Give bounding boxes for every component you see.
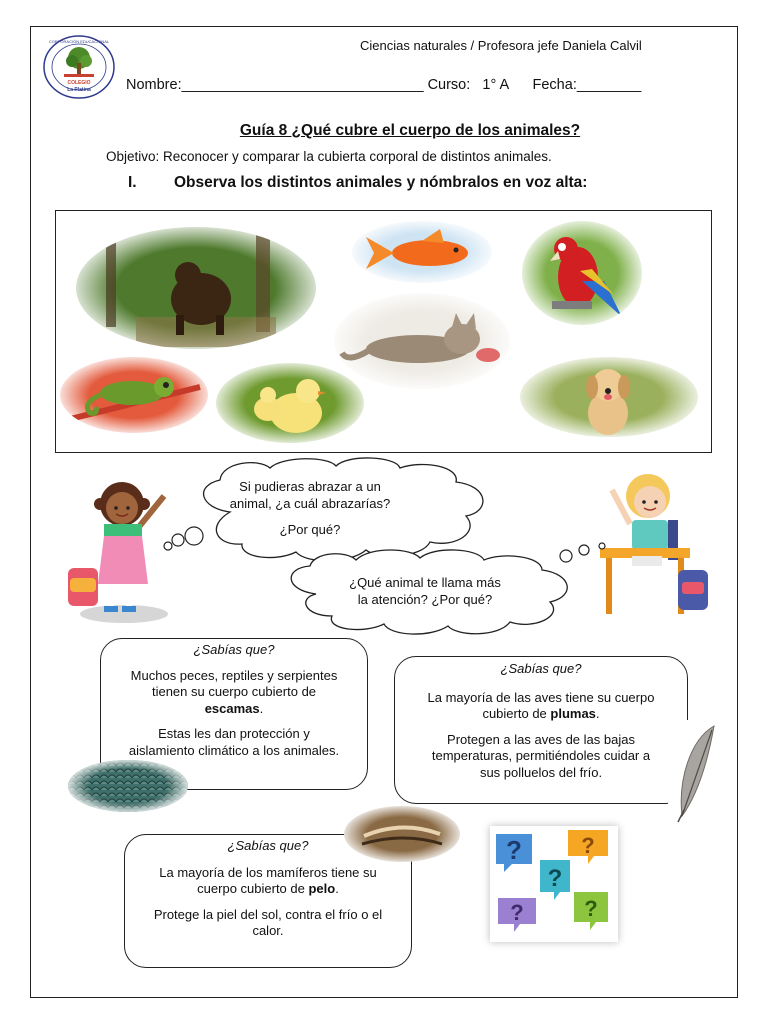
question-mark-3: ?: [547, 865, 563, 892]
fish-image: [352, 221, 492, 283]
thought-cloud-2-text: [300, 574, 550, 608]
puppy-image: [520, 357, 698, 437]
section-heading-text: Observa los distintos animales y nómbralos en voz alta:: [174, 174, 588, 191]
logo-text-mid: COLEGIO: [67, 80, 91, 86]
question-mark-1: ?: [506, 835, 522, 865]
name-field[interactable]: Nombre:______________________________: [126, 77, 424, 93]
cloud2-line1: ¿Qué animal te llama más: [349, 575, 501, 590]
school-logo: [42, 34, 116, 100]
cloud1-line1: Si pudieras abrazar a un: [239, 479, 381, 494]
cloud1-line3: ¿Por qué?: [279, 522, 341, 537]
student-fields: [126, 77, 641, 93]
course-label: Curso:: [427, 77, 471, 93]
animal-gallery: [55, 210, 712, 453]
cloud2-line2: la atención? ¿Por qué?: [357, 592, 493, 607]
question-bubbles-image: [490, 826, 618, 942]
card-paragraph-1: La mayoría de los mamíferos tiene su cuerpo cubierto de pelo.: [159, 864, 377, 896]
info-card-feathers: [394, 656, 688, 804]
chick-image: [216, 363, 364, 443]
page-title: Guía 8 ¿Qué cubre el cuerpo de los animales?: [239, 122, 581, 139]
course-value: 1° A: [482, 77, 509, 93]
girl-illustration: [60, 474, 170, 626]
fur-image: [344, 806, 460, 862]
card-paragraph-2: Protege la piel del sol, contra el frío o el calor.: [153, 906, 383, 938]
card-title: ¿Sabías que?: [227, 838, 309, 853]
date-field[interactable]: Fecha:________: [532, 77, 642, 93]
subject-teacher: Ciencias naturales / Profesora jefe Daniela Calvil: [360, 38, 642, 53]
bear-image: [76, 227, 316, 349]
logo-text-top: CORPORACIÓN EDUCACIONAL: [48, 39, 110, 44]
objective-text: Objetivo: Reconocer y comparar la cubierta corporal de distintos animales.: [106, 149, 552, 164]
boy-illustration: [596, 462, 714, 618]
scales-image: [68, 760, 188, 812]
question-mark-5: ?: [584, 896, 598, 921]
card-title: ¿Sabías que?: [500, 661, 582, 676]
thought-cloud-1-text: [200, 478, 420, 538]
card-paragraph-1: Muchos peces, reptiles y serpientes tienen su cuerpo cubierto de escamas.: [130, 667, 338, 716]
card-title: ¿Sabías que?: [193, 642, 275, 657]
question-mark-2: ?: [581, 833, 595, 858]
section-number: I.: [128, 174, 137, 191]
feather-image: [668, 720, 720, 824]
chameleon-image: [60, 357, 208, 433]
card-paragraph-2: Protegen a las aves de las bajas temperaturas, permitiéndoles cuidar a sus polluelos del frío.: [431, 731, 651, 780]
logo-text-school: La Platina: [67, 87, 91, 93]
parrot-image: [522, 221, 642, 325]
cat-image: [334, 293, 510, 389]
card-paragraph-1: La mayoría de las aves tiene su cuerpo cubierto de plumas.: [427, 689, 655, 721]
cloud1-line2: animal, ¿a cuál abrazarías?: [229, 496, 391, 511]
card-paragraph-2: Estas les dan protección y aislamiento climático a los animales.: [128, 726, 340, 758]
question-mark-4: ?: [510, 900, 524, 925]
section-heading: [128, 174, 587, 192]
